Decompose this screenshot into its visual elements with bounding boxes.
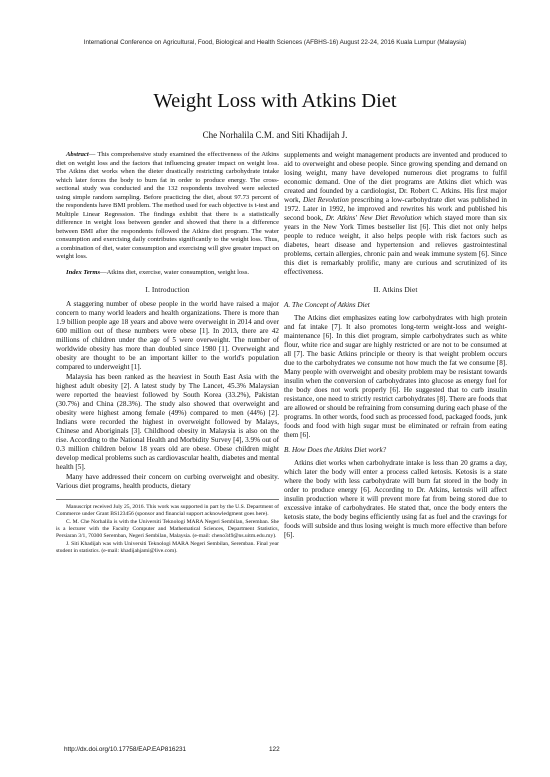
concept-paragraph: The Atkins diet emphasizes eating low carbohydrates with high protein and fat intake [7]. It also promotes long-term weight-loss and weight-maintenance [6]. In this diet program, simple carbohydrates such as white flour, white rice and sugar are highly restricted or are not to be consumed at all [7]. The basic Atkins principle or theory is that weight problem occurs due to the carbohydrates we consume not how much the fat we consume [8]. Many people with overweight and obesity problem may be resistant towards insulin when the conversion of carbohydrates into glucose as energy fuel for the body does not work properly [6]. He suggested that to curb insulin resistance, one need to strictly restrict carbohydrates [8]. There are foods that are allowed or should be refraining from consuming during each phase of the programs. In other words, food such as processed food, packaged foods, junk foods and food with high sugar must be eliminated or refrain from eating them [6]. [284, 313, 507, 439]
intro-paragraph-2: Malaysia has been ranked as the heaviest in South East Asia with the highest adult obesity [2]. A latest study by The Lancet, 45.3% Malaysian were reported the heaviest followed by South Korea (33.2%), Pakistan (30.7%) and China (28.3%). The study also showed that overweight and obesity were highest among female (49%) compared to men (44%) [2]. Indians were recorded the highest in overweight followed by Malays, Chinese and Aboriginals [3]. Childhood obesity in Malaysia is also on the rise. According to the National Health and Morbidity Survey [4], 3.9% out of 0.3 million children below 18 years old are obese. Obese children might develop medical problems such as cardiovascular health, diabetes and mental health [5]. [56, 372, 279, 471]
intro-continued-text-3: which stayed more than six years in the New York Times bestseller list [6]. This diet not only helps people to reduce weight, it also helps people with risk factors such as diabetes, heart disease and hypertension and relieves gastrointestinal problems, certain allergies, chronic pain and weak immune system [6]. Since this diet is remarkably prolific, many are curious and scrutinized of its effectiveness. [284, 214, 507, 276]
doi-link[interactable]: http://dx.doi.org/10.17758/EAP.EAP816231 [64, 746, 187, 753]
abstract-label: Abstract [66, 151, 89, 158]
intro-continued-text-2: prescribing a low-carbohydrate diet was published in 1972. Later in 1992, he improved and rewrites his work and published his second book, [284, 196, 507, 222]
conference-header: International Conference on Agricultural, Food, Biological and Health Sciences (AFBHS-16) August 22-24, 2016 Kuala Lumpur (Malaysia) [83, 39, 467, 46]
index-terms-text: —Atkins diet, exercise, water consumption, weight loss. [100, 268, 250, 276]
intro-paragraph-1: A staggering number of obese people in the world have raised a major concern to many world leaders and health organizations. There is more than 1.9 billion people age 18 years and above were overweight in 2014 and over 600 million out of these numbers were obese [1]. In 2013, there are 42 millions of children under the age of 5 were overweight. The number of worldwide obesity has more than doubled since 1980 [1]. Overweight and obesity are thought to be an important killer to the world's population compared to underweight [1]. [56, 299, 279, 371]
footnote-manuscript: Manuscript received July 25, 2016. This work was supported in part by the U.S. Department of Commerce under Grant BS123456 (sponsor and financial support acknowledgment goes here). [56, 503, 279, 517]
left-column [56, 151, 279, 556]
footnote-author-2: J. Siti Khadijah was with Universiti Teknologi MARA Negeri Sembilan, Seremban. Final year student in statistics. (e-mail: khadijahjami@live.com). [56, 540, 279, 554]
index-terms [56, 269, 279, 278]
intro-continued-text-1: supplements and weight management products are invented and produced to aid to overweight and obese people. Since growing spending and demand on losing weight, many have developed numerous diet programs to fulfil economic demand. One of the diet programs are Atkins diet which was created and founded by a cardiologist, Dr. Robert C. Atkins. His first major work, [284, 151, 507, 204]
abstract [56, 151, 279, 262]
paper-authors: Che Norhalila C.M. and Siti Khadijah J. [202, 130, 348, 140]
intro-continued [284, 151, 507, 277]
concept-heading: A. The Concept of Atkins Diet [284, 300, 370, 309]
atkins-diet-heading: II. Atkins Diet [373, 285, 418, 294]
how-paragraph: Atkins diet works when carbohydrate intake is less than 20 grams a day, which later the body will enter a process called ketosis. Ketosis is a state where the body with less carbohydrate will burn fat stored in the body in order to produce energy [6]. According to Dr. Atkins, ketosis will affect insulin production where it will prevent more fat from being stored due to excessive intake of carbohydrates. He stated that, once the body enters the ketosis state, the body begins efficiently using fat as fuel and the cravings for foods will subside and thus losing weight is much more effective than before [6]. [284, 458, 507, 539]
book-title-1: Diet Revolution [302, 196, 349, 204]
index-terms-label: Index Terms [66, 268, 101, 276]
footnote-author-1: C. M. Che Norhalila is with the Universiti Teknologi MARA Negeri Sembilan, Seremban. She is a lecturer with the Faculty Computer and Mathematical Sciences, Department Statistics, Persiaran 3/1, 70300 Seremban, Negeri Sembilan, Malaysia. (e-mail: cheno349@ns.uitm.edu.my). [56, 518, 279, 539]
right-column [284, 151, 507, 541]
page-number: 122 [269, 746, 280, 753]
book-title-2: Dr. Atkins' New Diet Revolution [325, 214, 422, 222]
intro-paragraph-3: Many have addressed their concern on curbing overweight and obesity. Various diet programs, health products, dietary [56, 472, 279, 490]
intro-heading: I. Introduction [145, 285, 190, 294]
footnotes [56, 499, 279, 555]
paper-title: Weight Loss with Atkins Diet [153, 90, 397, 112]
abstract-text: — This comprehensive study examined the effectiveness of the Atkins diet on weight loss and the factors that influencing greater impact on weight loss. The Atkins diet works when the dieter drastically restricting carbohydrate intake which later forces the body to burn fat in order to produce energy. The cross-sectional study was conducted and the 132 respondents involved were selected using simple random sampling. Before practicing the diet, about 97.73 percent of the respondents have BMI problem. The method used for each objective is t-test and Multiple Linear Regression. The findings exhibit that there is a statistically difference in weight loss between gender and showed that there is a difference between BMI after the respondents followed the Atkins diet program. The water consumption and exercising daily contributes significantly to the weight loss. Thus, a combination of diet, water consumption and exercising will give greater impact on weight loss. [56, 151, 279, 260]
how-heading: B. How Does the Atkins Diet work? [284, 445, 387, 454]
